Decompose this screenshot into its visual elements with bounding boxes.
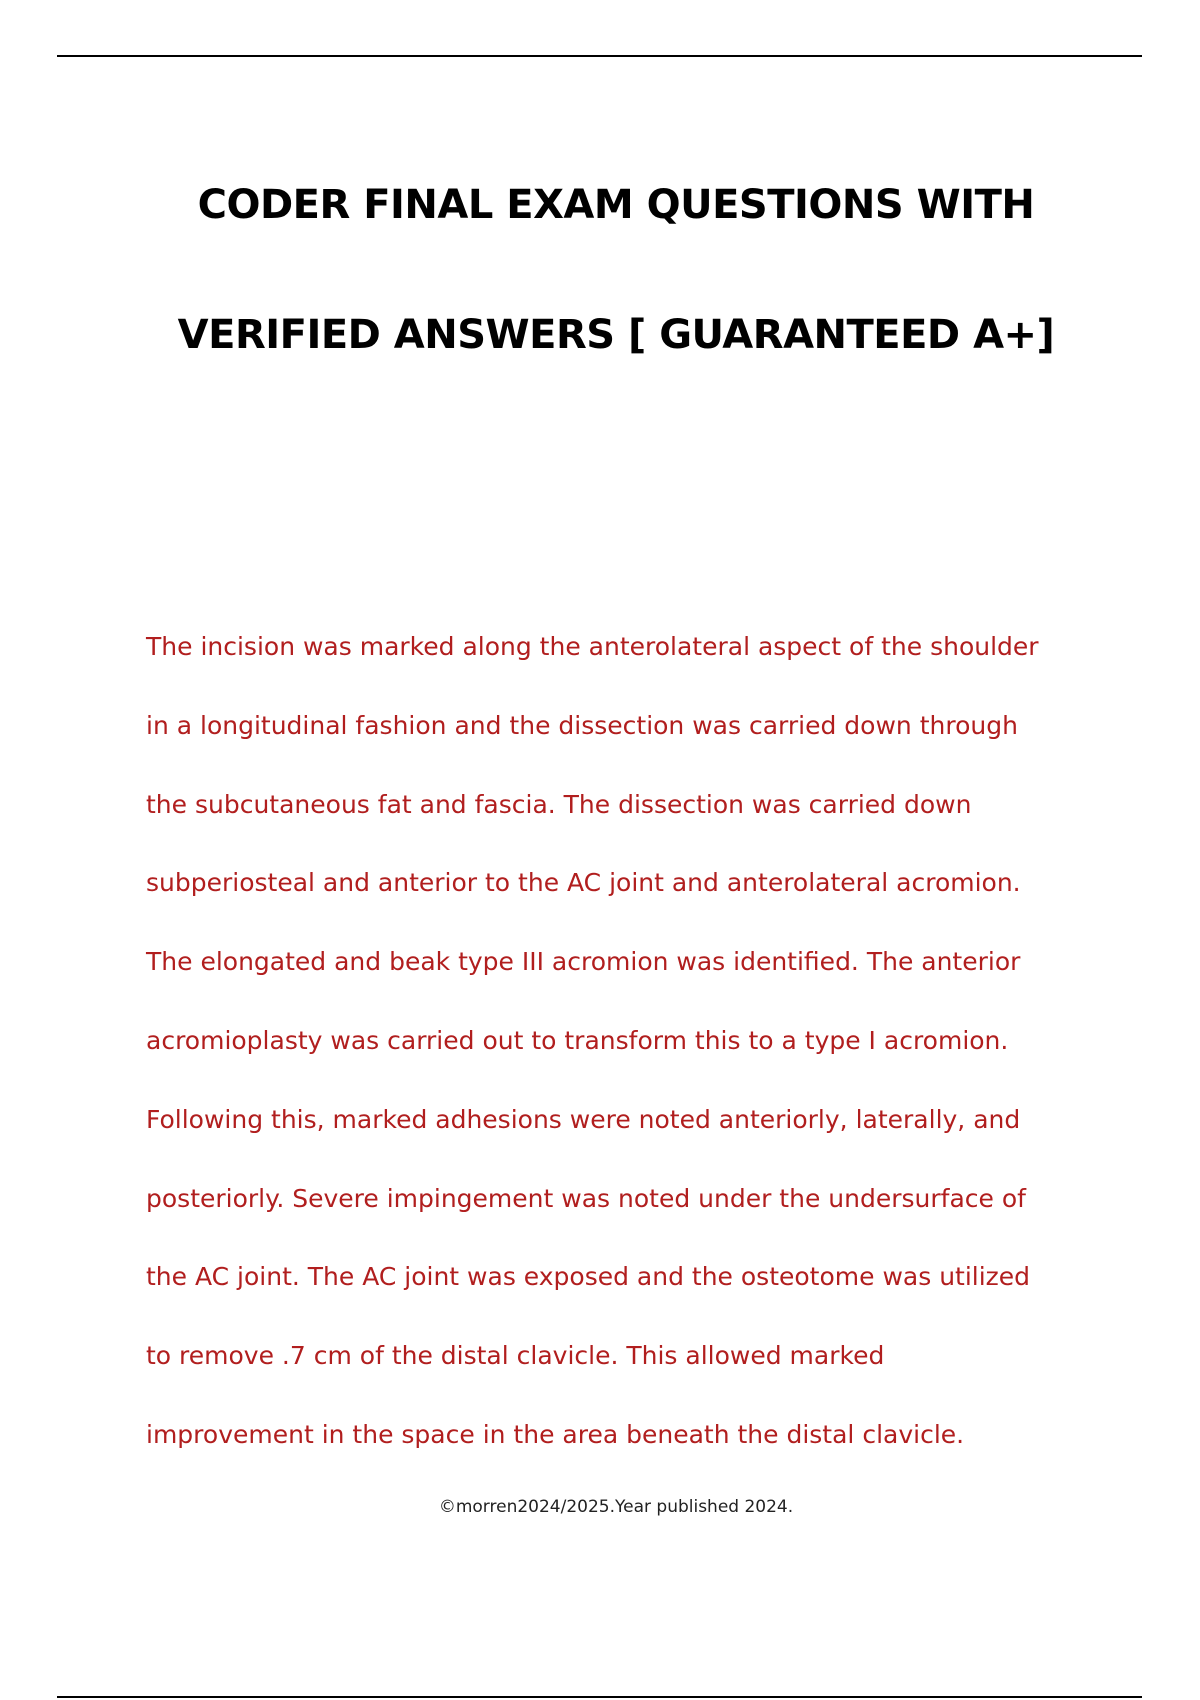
title-line-2: VERIFIED ANSWERS [ GUARANTEED A+] — [177, 312, 1055, 358]
title-line-1: CODER FINAL EXAM QUESTIONS WITH — [197, 182, 1035, 228]
body-line: The elongated and beak type III acromion was identified. The anterior — [146, 947, 1021, 977]
body-paragraph — [146, 608, 1146, 1475]
bottom-rule — [57, 1696, 1142, 1698]
body-line: improvement in the space in the area beneath the distal clavicle. — [146, 1419, 965, 1449]
body-line: the subcutaneous fat and fascia. The dissection was carried down — [146, 789, 972, 819]
body-line: to remove .7 cm of the distal clavicle. This allowed marked — [146, 1341, 885, 1371]
body-line: subperiosteal and anterior to the AC joint and anterolateral acromion. — [146, 868, 1021, 898]
top-rule — [57, 55, 1142, 57]
body-line: The incision was marked along the anterolateral aspect of the shoulder — [146, 632, 1039, 661]
copyright-footer: ©morren2024/2025.Year published 2024. — [438, 1497, 794, 1517]
body-line: Following this, marked adhesions were noted anteriorly, laterally, and — [146, 1104, 1021, 1134]
body-line: posteriorly. Severe impingement was noted under the undersurface of — [146, 1183, 1026, 1213]
document-title — [0, 140, 1200, 400]
body-line: the AC joint. The AC joint was exposed and the osteotome was utilized — [146, 1262, 1031, 1292]
body-line: in a longitudinal fashion and the dissection was carried down through — [146, 710, 1018, 740]
body-line: acromioplasty was carried out to transform this to a type I acromion. — [146, 1025, 1009, 1055]
